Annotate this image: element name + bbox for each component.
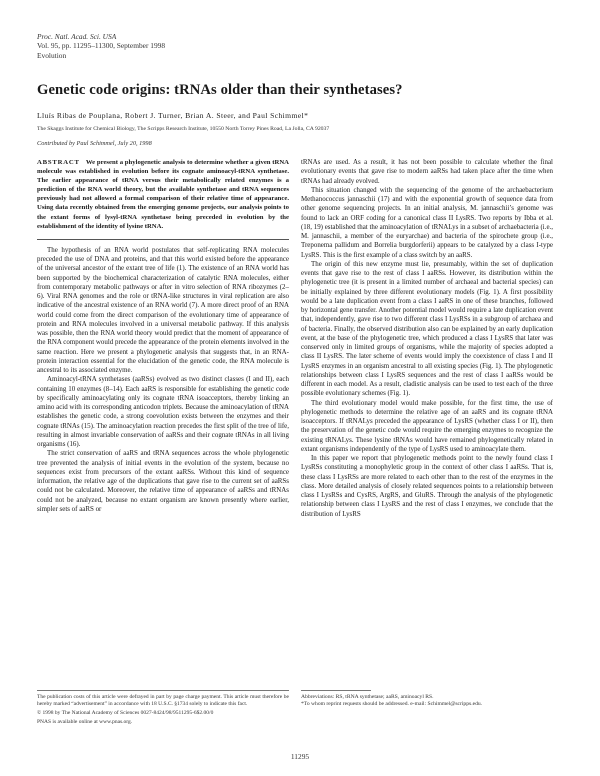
- footnote-copyright: © 1998 by The National Academy of Sciences 0027-8424/98/9511295-6$2.00/0: [37, 710, 214, 716]
- abstract-label: ABSTRACT: [37, 159, 80, 166]
- abbreviations-footnote: [301, 690, 553, 708]
- body-paragraph: The origin of this new enzyme must lie, presumably, within the set of duplication events that gave rise to the rest of class I aaRSs. However, its distribution within the phylogenetic tree (it is present in a limited number of archaeal and bacterial species) can be initially explained by three different evolutionary models (Fig. 1). A first possibility would be a late duplication event from a class I aaRS in one of these branches, followed by horizontal gene transfer. Another potential model would require a late duplication event that, independently, gave rise to two different class I LysRSs in a subgroup of archaea and of bacteria. Finally, the observed distribution also can be explained by an early duplication event, at the base of the phylogenetic tree, which produced a class I LysRS that later was conserved only in limited groups of organisms, while the majority of species adopted a class II LysRS. The later scheme of events would imply the coexistence of class I and II LysRS enzymes in an organism ancestral to all existing species (Fig. 1). The phylogenetic relationships between class I LysRS sequences and the rest of class I aaRSs would be different in each model. As a result, cladistic analysis can be used to test each of the three possible evolutionary schemes (Fig. 1).: [301, 259, 553, 398]
- side-watermark: [4, 610, 12, 760]
- affiliation: The Skaggs Institute for Chemical Biology, The Scripps Research Institute, 10550 North Torrey Pines Road, La Jolla, CA 92037: [37, 126, 330, 132]
- journal-name: Proc. Natl. Acad. Sci. USA: [37, 32, 117, 41]
- contributed-by: Contributed by Paul Schimmel, July 20, 1998: [37, 140, 152, 147]
- abstract: [37, 158, 289, 231]
- footnote-divider: [37, 690, 289, 691]
- body-paragraph: The hypothesis of an RNA world postulates that self-replicating RNA molecules preceded the use of DNA and proteins, and that this world existed before the appearance of the universal ancestor of the extant tree of life (1). The existence of an RNA world has been supported by the biochemical characterization of catalytic RNA molecules, either from contemporary metabolic pathways or after in vitro selection of RNA ribozymes (2–6). Viral RNA genomes and the role or tRNA-like structures in viral replication are also indicative of the ancestral existence of an RNA world (7). A more direct proof of an RNA world could come from the direct comparison of the evolutionary time of appearance of protein and RNA molecules involved in a universal metabolic pathway. If this analysis was possible, then the RNA world theory would predict that the moment of appearance of the RNA component would precede the appearance of the protein elements involved in the same reaction. Here we present a phylogenetic analysis that suggests that, in an RNA-protein interaction essential for the elucidation of the genetic code, the RNA molecule is ancestral to its associated enzyme.: [37, 245, 289, 374]
- journal-section: Evolution: [37, 50, 67, 60]
- author-list: Lluís Ribas de Pouplana, Robert J. Turner, Brian A. Steer, and Paul Schimmel*: [37, 111, 309, 120]
- body-paragraph: In this paper we report that phylogenetic methods point to the newly found class I LysRSs constituting a monophyletic group in the context of other class I aaRSs. That is, these class I LysRSs are more related to each other than to the rest of the enzymes in the class. More detailed analysis of closely related sequences points to a relationship between class I LysRSs and CysRS, ArgRS, and GluRS. Through the analysis of the phylogenetic relationship between class I LysRS and the rest of class I enzymes, we conclude that the distribution of LysRS: [301, 454, 553, 518]
- publication-footnote: [37, 690, 289, 728]
- abstract-divider: [37, 239, 289, 240]
- journal-header: [37, 32, 165, 60]
- right-column: [301, 158, 553, 519]
- footnote-online: PNAS is available online at www.pnas.org.: [37, 719, 133, 725]
- journal-volume: Vol. 95, pp. 11295–11300, September 1998: [37, 41, 166, 51]
- left-column: [37, 158, 289, 514]
- abstract-text: We present a phylogenetic analysis to determine whether a given tRNA molecule was established in evolution before its cognate aminoacyl-tRNA synthetase. The earlier appearance of tRNA versus their metabolically related enzymes is a prediction of the RNA world theory, but the available synthetase and tRNA sequences previously had not allowed a formal comparison of their relative time of appearance. Using data recently obtained from the emerging genome projects, our analysis points to the extant forms of lysyl-tRNA synthetase being preceded in evolution by the establishment of the identity of lysine tRNA.: [37, 159, 289, 230]
- body-paragraph: The strict conservation of aaRS and tRNA sequences across the whole phylogenetic tree prevented the analysis of initial events in the evolution of the system, because no sequences exist from precursors of the extant aaRSs. Without this kind of sequence information, the relative age of the duplications that gave rise to the current set of aaRSs could not be calculated. Moreover, the relative time of appearance of aaRSs and tRNAs could not be analyzed, because no extant organism are known presently where earlier, simpler sets of aaRS or: [37, 449, 289, 513]
- body-paragraph: This situation changed with the sequencing of the genome of the archaebacterium Methanococcus jannaschii (17) and with the exponential growth of sequence data from other genome sequencing projects. In an initial analysis, M. jannaschii’s genome was found to lack an ORF coding for a canonical class II LysRS. Two reports by Ibba et al. (18, 19) established that the aminoacylation of tRNALys in a subset of archaebacteria (i.e., M. jannaschii, a member of the euryarchae) and bacteria of the spirochete group (i.e., Treponema pallidum and Borrelia burgdorferii) appears to be catalyzed by a class I-type LysRS. This is the first example of a class switch by an aaRS.: [301, 185, 553, 259]
- footnote-costs: The publication costs of this article were defrayed in part by page charge payment. This article must therefore be hereby marked “advertisement” in accordance with 18 U.S.C. §1734 solely to indicate this fact.: [37, 694, 289, 707]
- paper-title: Genetic code origins: tRNAs older than their synthetases?: [37, 82, 403, 98]
- body-paragraph: The third evolutionary model would make possible, for the first time, the use of phylogenetic methods to determine the relative age of an aaRS and its cognate tRNA isoacceptors. If tRNALys preceded the appearance of LysRS (whether class I or II), then the preservation of the genetic code would require the emerging enzymes to recognize the existing tRNALys. These lysine tRNAs would have remained phylogenetically related in extant organisms independently of the type of LysRS used to aminoacylate them.: [301, 398, 553, 453]
- body-paragraph: Aminoacyl-tRNA synthetases (aaRSs) evolved as two distinct classes (I and II), each containing 10 enzymes (8–14). Each aaRS is responsible for establishing the genetic code by specifically aminoacylating only its cognate tRNA isoacceptors, thereby linking an amino acid with its corresponding anticodon triplets. Because the aminoacylation of tRNA establishes the genetic code, a strong coevolution exists between the enzymes and their cognate tRNAs (15). The aminoacylation reaction precedes the first split of the tree of life, resulting in almost invariable conservation of aaRSs and their cognate tRNAs in all living organisms (16).: [37, 375, 289, 448]
- body-paragraph: tRNAs are used. As a result, it has not been possible to calculate whether the final evolutionary events that gave rise to modern aaRSs had taken place after the time when tRNAs had already evolved.: [301, 158, 553, 185]
- footnote-divider: [301, 690, 371, 691]
- reprint-contact: *To whom reprint requests should be addressed. e-mail: Schimmel@scripps.edu.: [301, 701, 483, 708]
- page-number: 11295: [290, 752, 310, 761]
- abbreviations: Abbreviations: RS, tRNA synthetase; aaRS, aminoacyl RS.: [301, 694, 434, 700]
